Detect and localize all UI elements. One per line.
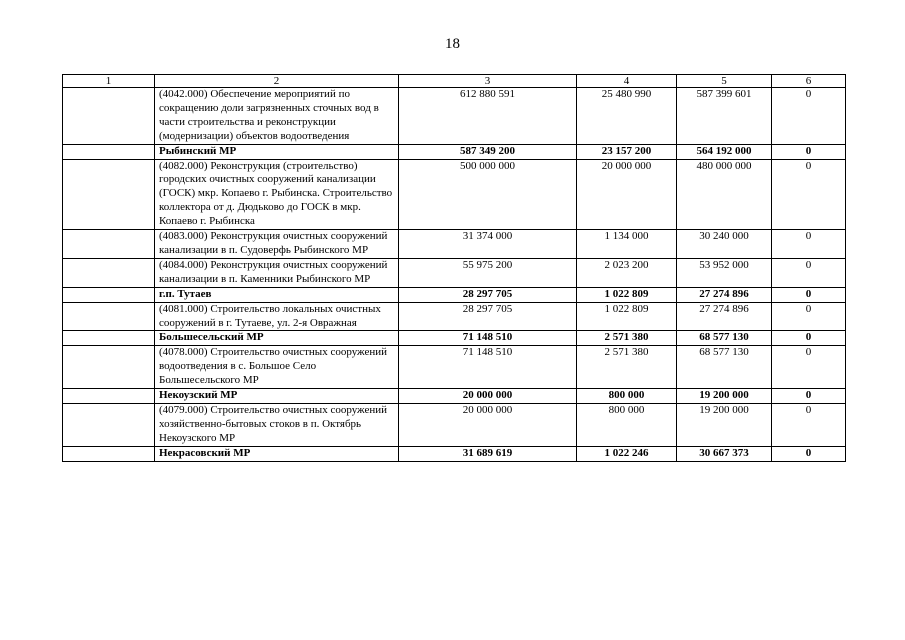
cell-col5: 30 667 373: [677, 446, 772, 461]
table-row-group: [63, 446, 846, 461]
cell-col1: [63, 302, 155, 331]
cell-col5: 30 240 000: [677, 230, 772, 259]
cell-col3: 20 000 000: [399, 389, 577, 404]
table-row-group: [63, 287, 846, 302]
cell-col6: 0: [772, 258, 846, 287]
cell-col6: 0: [772, 88, 846, 145]
column-header: 1: [63, 75, 155, 88]
cell-col1: [63, 88, 155, 145]
cell-col5: 68 577 130: [677, 331, 772, 346]
cell-col6: 0: [772, 230, 846, 259]
column-header: 5: [677, 75, 772, 88]
cell-col4: 1 134 000: [577, 230, 677, 259]
cell-col1: [63, 403, 155, 446]
cell-col6: 0: [772, 302, 846, 331]
cell-col4: 2 571 380: [577, 346, 677, 389]
cell-col1: [63, 331, 155, 346]
cell-col4: 2 571 380: [577, 331, 677, 346]
cell-col5: 564 192 000: [677, 144, 772, 159]
cell-col6: 0: [772, 403, 846, 446]
table-row: [63, 403, 846, 446]
cell-col6: 0: [772, 287, 846, 302]
cell-col6: 0: [772, 346, 846, 389]
cell-col3: 31 374 000: [399, 230, 577, 259]
cell-name: г.п. Тутаев: [155, 287, 399, 302]
cell-col1: [63, 144, 155, 159]
cell-col1: [63, 258, 155, 287]
budget-table: [62, 74, 846, 462]
cell-col5: 27 274 896: [677, 287, 772, 302]
cell-name: (4083.000) Реконструкция очистных сооружений канализации в п. Судоверфь Рыбинского МР: [155, 230, 399, 259]
column-header: 3: [399, 75, 577, 88]
column-header: 2: [155, 75, 399, 88]
cell-col3: 71 148 510: [399, 346, 577, 389]
cell-name: (4082.000) Реконструкция (строительство) городских очистных сооружений канализации (ГОСК) мкр. Копаево г. Рыбинска. Строительство коллектора от д. Дюдьково до ГОСК в мкр. Копаево г. Рыбинска: [155, 159, 399, 230]
cell-col1: [63, 346, 155, 389]
table-row: [63, 346, 846, 389]
cell-col6: 0: [772, 446, 846, 461]
table-row-group: [63, 331, 846, 346]
cell-col6: 0: [772, 159, 846, 230]
cell-col6: 0: [772, 389, 846, 404]
cell-name: (4081.000) Строительство локальных очистных сооружений в г. Тутаеве, ул. 2-я Овражная: [155, 302, 399, 331]
cell-name: (4078.000) Строительство очистных сооружений водоотведения в с. Большое Село Большесельского МР: [155, 346, 399, 389]
cell-col5: 19 200 000: [677, 389, 772, 404]
table-row: [63, 302, 846, 331]
cell-col3: 612 880 591: [399, 88, 577, 145]
cell-col5: 53 952 000: [677, 258, 772, 287]
cell-col3: 55 975 200: [399, 258, 577, 287]
cell-name: (4084.000) Реконструкция очистных сооружений канализации в п. Каменники Рыбинского МР: [155, 258, 399, 287]
cell-col4: 1 022 809: [577, 302, 677, 331]
cell-col3: 20 000 000: [399, 403, 577, 446]
cell-col5: 480 000 000: [677, 159, 772, 230]
cell-col1: [63, 287, 155, 302]
table-row-group: [63, 144, 846, 159]
cell-col4: 25 480 990: [577, 88, 677, 145]
table-row: [63, 258, 846, 287]
cell-col6: 0: [772, 144, 846, 159]
cell-name: (4079.000) Строительство очистных сооружений хозяйственно-бытовых стоков в п. Октябрь Некоузского МР: [155, 403, 399, 446]
cell-col3: 31 689 619: [399, 446, 577, 461]
cell-col5: 27 274 896: [677, 302, 772, 331]
page-number: 18: [445, 36, 460, 52]
cell-col4: 1 022 809: [577, 287, 677, 302]
cell-col1: [63, 159, 155, 230]
cell-name: Некрасовский МР: [155, 446, 399, 461]
cell-col4: 20 000 000: [577, 159, 677, 230]
column-header: 6: [772, 75, 846, 88]
table-row-group: [63, 389, 846, 404]
cell-col1: [63, 446, 155, 461]
cell-col4: 23 157 200: [577, 144, 677, 159]
cell-col4: 1 022 246: [577, 446, 677, 461]
cell-col1: [63, 389, 155, 404]
cell-col3: 500 000 000: [399, 159, 577, 230]
cell-name: Большесельский МР: [155, 331, 399, 346]
cell-col4: 800 000: [577, 403, 677, 446]
cell-col5: 587 399 601: [677, 88, 772, 145]
table-row: [63, 159, 846, 230]
cell-col3: 587 349 200: [399, 144, 577, 159]
cell-col4: 800 000: [577, 389, 677, 404]
cell-col5: 19 200 000: [677, 403, 772, 446]
cell-col3: 71 148 510: [399, 331, 577, 346]
cell-name: (4042.000) Обеспечение мероприятий по сокращению доли загрязненных сточных вод в части строительства и реконструкции (модернизации) объектов водоотведения: [155, 88, 399, 145]
cell-col3: 28 297 705: [399, 287, 577, 302]
table-row: [63, 88, 846, 145]
cell-col1: [63, 230, 155, 259]
header-row: [63, 75, 846, 88]
cell-col4: 2 023 200: [577, 258, 677, 287]
cell-name: Некоузский МР: [155, 389, 399, 404]
column-header: 4: [577, 75, 677, 88]
cell-col5: 68 577 130: [677, 346, 772, 389]
cell-name: Рыбинский МР: [155, 144, 399, 159]
cell-col3: 28 297 705: [399, 302, 577, 331]
table-row: [63, 230, 846, 259]
cell-col6: 0: [772, 331, 846, 346]
